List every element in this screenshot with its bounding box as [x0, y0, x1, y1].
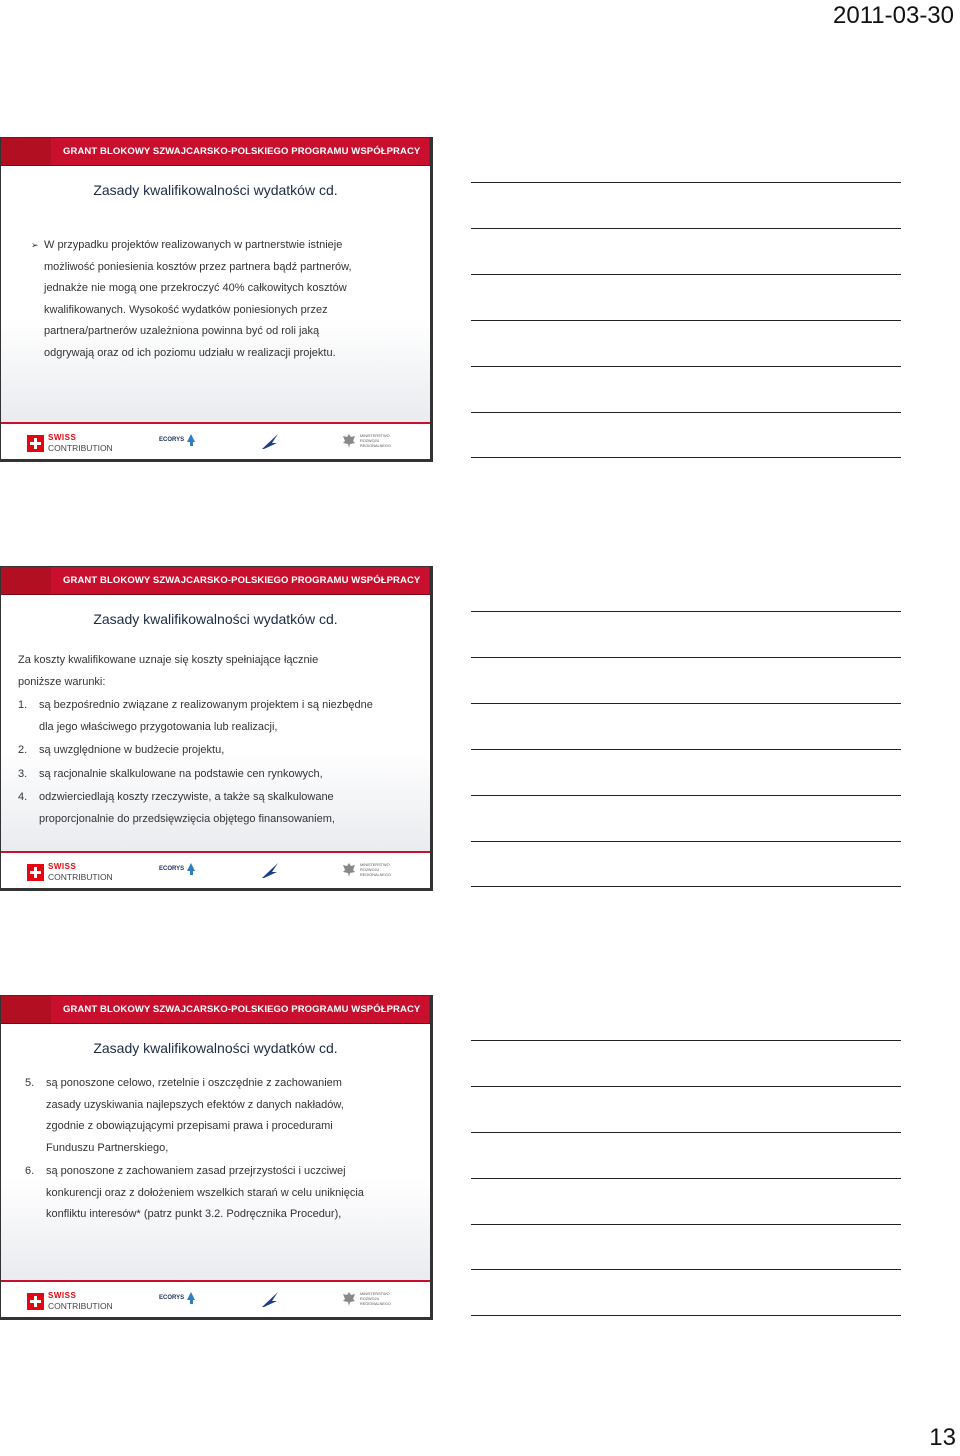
bullet-first-line: W przypadku projektów realizowanych w partnerstwie istnieje	[44, 239, 343, 251]
text-line: partnera/partnerów uzależniona powinna być od roli jaką	[44, 325, 320, 337]
item-number: 3.	[18, 767, 28, 780]
note-line	[471, 1224, 901, 1225]
slide-footer-logos	[1, 851, 430, 888]
list-item	[25, 1073, 420, 1159]
slide-footer-logos	[1, 422, 430, 459]
slide-header	[1, 996, 430, 1024]
text-line: kwalifikowanych. Wysokość wydatków poniesionych przez	[44, 303, 328, 316]
note-line	[471, 412, 901, 413]
program-banner: GRANT BLOKOWY SZWAJCARSKO-POLSKIEGO PROGRAMU WSPÓŁPRACY	[51, 996, 429, 1023]
ecorys-logo-text: ECORYS	[159, 866, 185, 872]
intro-line: poniższe warunki:	[18, 675, 106, 688]
conditions-list	[18, 695, 418, 830]
note-line	[471, 841, 901, 842]
slide-header	[1, 138, 430, 166]
slide-3	[0, 995, 433, 1320]
print-date: 2011-03-30	[833, 2, 954, 29]
item-number: 2.	[18, 744, 28, 756]
swiss-flag-icon	[27, 435, 44, 452]
item-line: dla jego właściwego przygotowania lub realizacji,	[39, 720, 278, 733]
list-item	[18, 740, 418, 762]
ecorys-logo-text: ECORYS	[159, 1295, 185, 1301]
slide-intro	[18, 650, 413, 693]
note-line	[471, 1269, 901, 1270]
item-line: są bezpośrednio związane z realizowanym projektem i są niezbędne	[39, 699, 373, 711]
eagle-emblem-icon	[342, 1291, 356, 1307]
ministry-logo-text: MINISTERSTWO ROZWOJU REGIONALNEGO	[360, 863, 391, 877]
item-line: proporcjonalnie do przedsięwzięcia objętego finansowaniem,	[39, 812, 335, 825]
note-line	[471, 228, 901, 229]
ecorys-triangle-icon	[187, 434, 195, 442]
item-line: zasady uzyskiwania najlepszych efektów z danych nakładów,	[46, 1098, 344, 1111]
bird-logo-icon	[260, 860, 280, 880]
text-line: możliwość poniesienia kosztów przez partnera bądź partnerów,	[44, 260, 352, 273]
swiss-flag-icon	[27, 864, 44, 881]
slide-header	[1, 567, 430, 595]
item-line: są uwzględnione w budżecie projektu,	[39, 744, 225, 756]
ecorys-stem-icon	[190, 442, 193, 446]
ministry-logo-text: MINISTERSTWO ROZWOJU REGIONALNEGO	[360, 434, 391, 448]
note-line	[471, 1178, 901, 1179]
contribution-logo-text: CONTRIBUTION	[48, 443, 113, 453]
note-line	[471, 366, 901, 367]
item-line: Funduszu Partnerskiego,	[46, 1141, 169, 1154]
intro-line: Za koszty kwalifikowane uznaje się koszty spełniające łącznie	[18, 654, 319, 666]
item-line: są ponoszone celowo, rzetelnie i oszczędnie z zachowaniem	[46, 1077, 342, 1089]
ecorys-triangle-icon	[187, 1292, 195, 1300]
ecorys-triangle-icon	[187, 863, 195, 871]
note-line	[471, 749, 901, 750]
slide-body	[1, 595, 430, 851]
slide-title: Zasady kwalifikowalności wydatków cd.	[93, 182, 338, 198]
list-item	[18, 695, 418, 738]
note-line	[471, 320, 901, 321]
item-line: konfliktu interesów* (patrz punkt 3.2. Podręcznika Procedur),	[46, 1208, 342, 1220]
note-line	[471, 703, 901, 704]
slide-bullet-text	[31, 235, 421, 364]
page-number: 13	[929, 1424, 956, 1451]
note-line	[471, 886, 901, 887]
note-line	[471, 1086, 901, 1087]
eagle-emblem-icon	[342, 862, 356, 878]
item-number: 5.	[25, 1077, 35, 1089]
item-line: są racjonalnie skalkulowane na podstawie cen rynkowych,	[39, 767, 323, 780]
note-line	[471, 1132, 901, 1133]
item-line: konkurencji oraz z dołożeniem wszelkich starań w celu uniknięcia	[46, 1186, 364, 1199]
contribution-logo-text: CONTRIBUTION	[48, 872, 113, 882]
slide-1	[0, 137, 433, 462]
text-line: odgrywają oraz od ich poziomu udziału w realizacji projektu.	[44, 346, 336, 359]
slide-body	[1, 1024, 430, 1280]
note-line	[471, 657, 901, 658]
list-item	[18, 787, 418, 830]
item-number: 4.	[18, 791, 28, 803]
slide-body	[1, 166, 430, 422]
note-line	[471, 611, 901, 612]
note-line	[471, 182, 901, 183]
bird-logo-icon	[260, 1289, 280, 1309]
item-number: 1.	[18, 699, 28, 711]
item-line: są ponoszone z zachowaniem zasad przejrzystości i uczciwej	[46, 1165, 346, 1177]
arrow-bullet-icon: ➢	[31, 240, 39, 250]
swiss-flag-icon	[27, 1293, 44, 1310]
slide-title: Zasady kwalifikowalności wydatków cd.	[93, 611, 338, 627]
slide-title: Zasady kwalifikowalności wydatków cd.	[93, 1040, 338, 1056]
program-banner: GRANT BLOKOWY SZWAJCARSKO-POLSKIEGO PROGRAMU WSPÓŁPRACY	[51, 567, 429, 594]
ministry-logo-text: MINISTERSTWO ROZWOJU REGIONALNEGO	[360, 1292, 391, 1306]
note-line	[471, 1315, 901, 1316]
bullet-continuation	[31, 257, 421, 365]
list-item	[18, 764, 418, 786]
slide-2	[0, 566, 433, 891]
item-line: zgodnie z obowiązującymi przepisami prawa i procedurami	[46, 1120, 333, 1132]
note-line	[471, 1040, 901, 1041]
swiss-logo-text: SWISS	[48, 433, 77, 442]
program-banner: GRANT BLOKOWY SZWAJCARSKO-POLSKIEGO PROGRAMU WSPÓŁPRACY	[51, 138, 429, 165]
ecorys-stem-icon	[190, 871, 193, 875]
list-item	[25, 1161, 420, 1226]
item-number: 6.	[25, 1165, 35, 1177]
eagle-emblem-icon	[342, 433, 356, 449]
swiss-logo-text: SWISS	[48, 862, 77, 871]
item-line: odzwierciedlają koszty rzeczywiste, a także są skalkulowane	[39, 791, 334, 803]
ecorys-logo-text: ECORYS	[159, 437, 185, 443]
contribution-logo-text: CONTRIBUTION	[48, 1301, 113, 1311]
note-line	[471, 795, 901, 796]
swiss-logo-text: SWISS	[48, 1291, 77, 1300]
bird-logo-icon	[260, 431, 280, 451]
ecorys-stem-icon	[190, 1300, 193, 1304]
note-line	[471, 274, 901, 275]
text-line: jednakże nie mogą one przekroczyć 40% całkowitych kosztów	[44, 282, 347, 294]
bullet-line	[31, 235, 421, 257]
conditions-list-continued	[25, 1073, 420, 1226]
slide-footer-logos	[1, 1280, 430, 1317]
note-line	[471, 457, 901, 458]
